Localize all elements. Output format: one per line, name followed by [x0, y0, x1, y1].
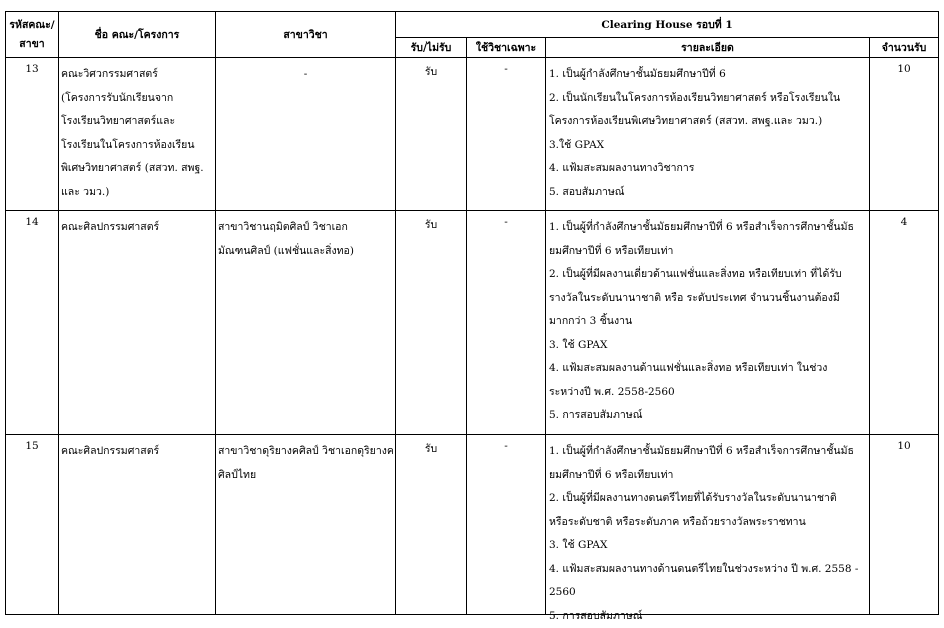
- row-details: 1. เป็นผู้ที่กำลังศึกษาชั้นมัธยมศึกษาปีที่ 6 หรือสำเร็จการศึกษาชั้นมัธ ยมศึกษาปีที่ 6 หรือเทียบเท่า 2. เป็นผู้ที่มีผลงานเดี่ยวด้านแฟชั่นและสิ่งทอ หรือเทียบเท่า ที่ได้รับ รางวัลในระดับนานาชาติ หรือ ระดับประเทศ จำนวนชิ้นงานต้องมี มากกว่า 3 ชิ้นงาน 3. ใช้ GPAX 4. แฟ้มสะสมผลงานด้านแฟชั่นและสิ่งทอ หรือเทียบเท่า ในช่วง ระหว่างปี พ.ศ. 2558-2560 5. การสอบสัมภาษณ์: [546, 211, 870, 435]
- row-code: 13: [6, 58, 59, 211]
- header-round: Clearing House รอบที่ 1: [396, 12, 939, 38]
- header-special: ใช้วิชาเฉพาะ: [467, 38, 546, 58]
- row-major: -: [216, 58, 396, 211]
- row-faculty: คณะศิลปกรรมศาสตร์: [59, 435, 216, 615]
- row-count: 10: [870, 435, 939, 615]
- header-accept: รับ/ไม่รับ: [396, 38, 467, 58]
- row-details: 1. เป็นผู้กำลังศึกษาชั้นมัธยมศึกษาปีที่ 6 2. เป็นนักเรียนในโครงการห้องเรียนวิทยาศาสตร์ หรือโรงเรียนใน โครงการห้องเรียนพิเศษวิทยาศาสตร์ (สสวท. สพฐ.และ วมว.) 3.ใช้ GPAX 4. แฟ้มสะสมผลงานทางวิชาการ 5. สอบสัมภาษณ์: [546, 58, 870, 211]
- row-special: -: [467, 435, 546, 615]
- header-count: จำนวนรับ: [870, 38, 939, 58]
- row-faculty: คณะศิลปกรรมศาสตร์: [59, 211, 216, 435]
- header-faculty: ชื่อ คณะ/โครงการ: [59, 12, 216, 58]
- header-details: รายละเอียด: [546, 38, 870, 58]
- admission-table: [5, 11, 939, 622]
- row-accept: รับ: [396, 211, 467, 435]
- row-major: สาขาวิชานฤมิตศิลป์ วิชาเอก มัณฑนศิลป์ (แฟชั่นและสิ่งทอ): [216, 211, 396, 435]
- header-code: รหัสคณะ/ สาขา: [6, 12, 59, 58]
- row-accept: รับ: [396, 435, 467, 615]
- row-major: สาขาวิชาดุริยางคศิลป์ วิชาเอกดุริยางค ศิลป์ไทย: [216, 435, 396, 615]
- row-accept: รับ: [396, 58, 467, 211]
- header-major: สาขาวิชา: [216, 12, 396, 58]
- table-row: [6, 58, 939, 211]
- row-special: -: [467, 211, 546, 435]
- row-faculty: คณะวิศวกรรมศาสตร์ (โครงการรับนักเรียนจาก โรงเรียนวิทยาศาสตร์และ โรงเรียนในโครงการห้องเรียน พิเศษวิทยาศาสตร์ (สสวท. สพฐ. และ วมว.): [59, 58, 216, 211]
- row-details: 1. เป็นผู้ที่กำลังศึกษาชั้นมัธยมศึกษาปีที่ 6 หรือสำเร็จการศึกษาชั้นมัธ ยมศึกษาปีที่ 6 หรือเทียบเท่า 2. เป็นผู้ที่มีผลงานทางดนตรีไทยที่ได้รับรางวัลในระดับนานาชาติ หรือระดับชาติ หรือระดับภาค หรือถ้วยรางวัลพระราชทาน 3. ใช้ GPAX 4. แฟ้มสะสมผลงานทางด้านดนตรีไทยในช่วงระหว่าง ปี พ.ศ. 2558 - 2560 5. การสอบสัมภาษณ์: [546, 435, 870, 615]
- row-count: 10: [870, 58, 939, 211]
- table-row: [6, 211, 939, 435]
- row-code: 15: [6, 435, 59, 615]
- table-row: [6, 435, 939, 615]
- row-count: 4: [870, 211, 939, 435]
- row-code: 14: [6, 211, 59, 435]
- row-special: -: [467, 58, 546, 211]
